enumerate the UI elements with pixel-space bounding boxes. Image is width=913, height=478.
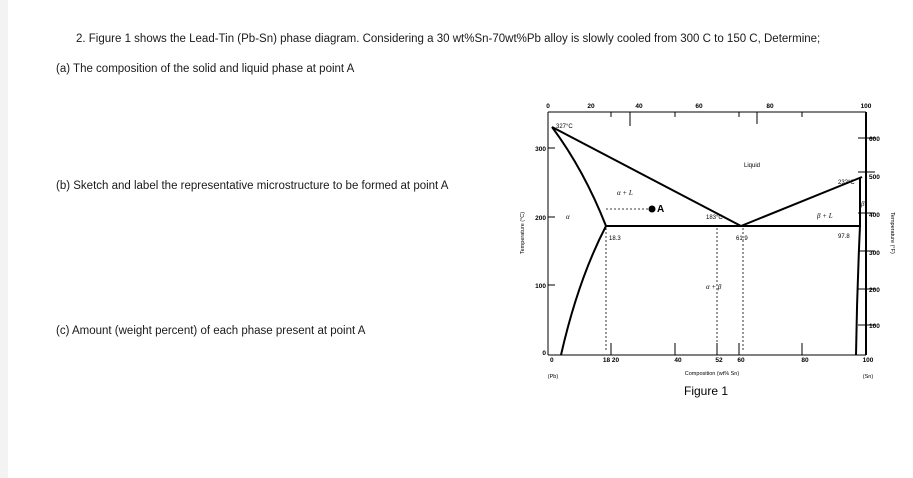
point-a-label: A [657,204,665,215]
solvus-alpha-line [561,226,606,355]
top-tick-0: 0 [546,103,550,110]
right-tick-500: 500 [869,174,880,181]
liquidus-alpha-line [552,127,741,226]
left-tick-300: 300 [535,146,546,153]
top-tick-100: 100 [860,103,872,110]
liquid-region-label: Liquid [744,163,761,169]
bottom-tick-18-20: 18 20 [602,357,620,364]
figure-caption: Figure 1 [683,384,729,398]
top-tick-80: 80 [766,103,774,110]
sn-end-label: (Sn) [862,374,874,380]
left-tick-marks [548,148,555,285]
beta-limit-label: 97.8 [838,234,850,240]
bottom-tick-80: 80 [801,357,809,364]
left-tick-200: 200 [535,215,546,222]
right-tick-100: 100 [869,323,880,330]
right-tick-300: 300 [869,250,880,257]
point-a-marker [649,206,656,213]
right-tick-600: 600 [869,136,880,143]
eutectic-temp-label: 183°C [706,215,723,221]
bottom-tick-40: 40 [674,357,682,364]
bottom-tick-100: 100 [862,357,874,364]
bottom-tick-52: 52 [715,357,723,364]
solvus-beta-line [856,226,860,355]
bottom-tick-marks [611,343,802,355]
left-axis-label: Temperature (°C) [520,211,526,255]
bottom-tick-60: 60 [737,357,745,364]
beta-liquid-region-label: β + L [817,212,833,220]
question-title: 2. Figure 1 shows the Lead-Tin (Pb-Sn) phase diagram. Considering a 30 wt%Sn-70wt%Pb alloy is slowly cooled from 300 C to 150 C, Determine; [76,33,821,45]
alpha-liquid-region-label: α + L [617,189,633,197]
top-tick-40: 40 [635,103,643,110]
alpha-beta-region-label: α + β [706,283,722,291]
question-part-a: (a) The composition of the solid and liquid phase at point A [56,63,355,75]
question-part-c: (c) Amount (weight percent) of each phase present at point A [56,325,366,337]
beta-region-label: β [861,200,865,208]
pb-melting-point-label: 327°C [556,124,573,130]
pb-end-label: (Pb) [547,374,559,380]
top-tick-20: 20 [587,103,595,110]
eutectic-comp-label: 61.9 [736,236,748,242]
left-tick-0: 0 [542,350,546,357]
alpha-region-label: α [566,213,570,221]
alpha-limit-label: 18.3 [609,236,621,242]
top-tick-60: 60 [695,103,703,110]
right-axis-label: Temperature (°F) [889,212,895,254]
sn-melting-point-label: 232°C [838,180,855,186]
x-axis-label: Composition (wt% Sn) [684,371,740,377]
right-tick-200: 200 [869,287,880,294]
right-tick-400: 400 [869,212,880,219]
left-tick-100: 100 [535,283,546,290]
top-tick-marks [611,112,802,126]
question-part-b: (b) Sketch and label the representative microstructure to be formed at point A [56,180,449,192]
bottom-tick-0: 0 [550,357,554,364]
